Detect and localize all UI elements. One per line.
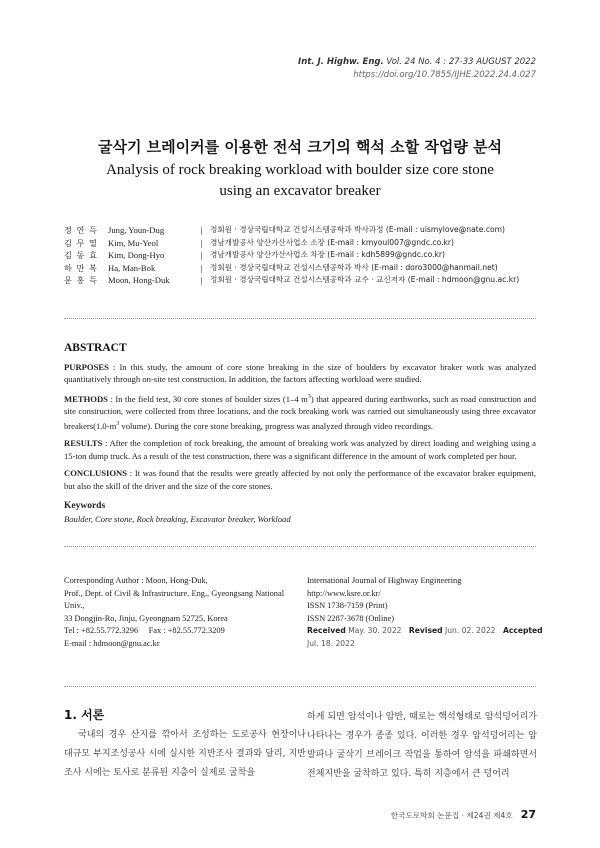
abstract-methods xyxy=(64,391,536,433)
author-separator: | xyxy=(200,250,203,261)
author-row xyxy=(64,262,519,275)
author-name-korean: 김 동 효 xyxy=(64,250,98,261)
section-1-heading: 1. 서론 xyxy=(64,708,105,722)
author-row xyxy=(64,224,519,237)
results-label: RESULTS xyxy=(64,438,103,449)
conclusions-label: CONCLUSIONS xyxy=(64,468,128,479)
methods-text-b: ) that appeared during earthworks, such as road construction and site construction, were collected from three locations, and the rock breaking work was carried out simultaneously using three excavator breakers(1.0-m xyxy=(64,393,536,431)
methods-text-c: volume). During the core stone breaking, progress was analyzed through video recordings. xyxy=(119,420,434,431)
author-separator: | xyxy=(200,275,203,286)
pub-url[interactable]: http://www.ksre.or.kr/ xyxy=(307,588,381,598)
doi-link[interactable]: https://doi.org/10.7855/IJHE.2022.24.4.027 xyxy=(353,70,536,80)
author-list xyxy=(64,224,519,287)
results-text: : After the completion of rock breaking, the amount of breaking work was analyzed by direct loading and weighing using a 15-ton dump truck. As a result of the test construction, there was a significant difference in the amount of work completed per hour. xyxy=(64,438,536,461)
abstract-heading: ABSTRACT xyxy=(64,342,127,354)
author-name-english: Kim, Dong-Hyo xyxy=(108,250,165,261)
author-name-english: Jung, Youn-Dug xyxy=(108,225,165,235)
corr-line-4: Tel : +82.55.772.3296 Fax : +82.55.772.3209 xyxy=(64,626,225,636)
corr-line-2: Prof., Dept. of Civil & Infrastructure. Eng., Gyeongsang National Univ., xyxy=(64,588,285,611)
methods-text-a: : In the field test, 30 core stones of boulder sizes (1–4 m xyxy=(107,393,308,404)
section-1-left-column: 국내의 경우 산지를 깎아서 조성하는 도로공사 현장이나 대규모 부지조성공사 시에 실시한 지반조사 결과와 달리, 지반조사 시에는 토사로 분류된 지층이 실제로 굴착을 xyxy=(64,730,306,778)
journal-header xyxy=(298,56,536,82)
page-number: 27 xyxy=(520,808,536,821)
title-korean: 굴삭기 브레이커를 이용한 전석 크기의 핵석 소할 작업량 분석 xyxy=(97,138,503,156)
author-name-korean: 문 홍 득 xyxy=(64,275,98,286)
corr-line-3: 33 Dongjin-Ro, Jinju, Gyeongnam 52725, Korea xyxy=(64,613,228,623)
abstract-conclusions xyxy=(64,467,536,492)
accepted-date: Jul. 18. 2022 xyxy=(307,638,355,648)
author-affiliation: 경남개발공사 양산가산사업소 소장 (E-mail : kmyoul007@gndc.co.kr) xyxy=(210,237,455,247)
abstract-section xyxy=(64,342,536,526)
conclusions-text: : It was found that the results were greatly affected by not only the performance of the excavator braker equipment, but also the skill of the driver and the size of the core stones. xyxy=(64,468,536,492)
received-date: May. 30. 2022 xyxy=(348,626,402,636)
author-separator: | xyxy=(200,237,203,248)
author-name-english: Kim, Mu-Yeol xyxy=(108,237,159,248)
footer-journal: 한국도로학회 논문집 · 제24권 제4호 xyxy=(390,811,513,820)
title-english xyxy=(60,160,540,202)
author-row xyxy=(64,274,519,287)
pub-issn-print: ISSN 1738-7159 (Print) xyxy=(307,601,388,611)
author-separator: | xyxy=(200,225,203,235)
author-separator: | xyxy=(200,262,203,273)
abstract-results xyxy=(64,437,536,462)
author-name-english: Ha, Man-Bok xyxy=(108,262,156,273)
author-affiliation: 정회원 · 경상국립대학교 건설시스템공학과 박사과정 (E-mail : uismylove@nate.com) xyxy=(210,225,506,234)
methods-superscript: 3 xyxy=(307,393,311,400)
purposes-text: : In this study, the amount of core stone breaking in the size of boulders by excavator braker work was analyzed quantitatively through on-site test construction. In addition, the factors affecting workload were studied. xyxy=(64,361,536,385)
divider-top xyxy=(64,318,536,319)
journal-citation: Vol. 24 No. 4 : 27-33 AUGUST 2022 xyxy=(386,57,536,67)
author-name-english: Moon, Hong-Duk xyxy=(108,275,170,286)
methods-superscript-2: 3 xyxy=(116,420,120,427)
pub-issn-online: ISSN 2287-3678 (Online) xyxy=(307,613,395,623)
section-1-right-column: 하게 되면 암석이나 암반, 때로는 핵석형태로 암석덩어리가 나타나는 경우가 종종 있다. 이러한 경우 암석덩어리는 암발파나 굴삭기 브레이크 작업을 통하여 암석을 파쇄하면서 전체지반을 굴착하고 있다. 특히 지층에서 큰 덩어리 xyxy=(307,712,537,779)
author-affiliation: 경남개발공사 양산가산사업소 차장 (E-mail : kdh5899@gndc.co.kr) xyxy=(210,250,446,260)
accepted-label: Accepted xyxy=(502,626,543,636)
keywords-text: Boulder, Core stone, Rock breaking, Excavator breaker, Workload xyxy=(64,514,291,525)
revised-label: Revised xyxy=(408,626,443,636)
pub-dates xyxy=(307,625,547,650)
methods-label: METHODS xyxy=(64,393,108,404)
keywords-heading: Keywords xyxy=(64,500,106,511)
author-name-korean: 하 만 복 xyxy=(64,262,98,273)
corr-line-5: E-mail : hdmoon@gnu.ac.kr xyxy=(64,638,160,648)
publication-info-block xyxy=(307,575,547,651)
author-affiliation: 정회원 · 경상국립대학교 건설시스템공학과 교수 · 교신저자 (E-mail : hdmoon@gnu.ac.kr) xyxy=(210,275,520,285)
author-name-korean: 김 무 열 xyxy=(64,237,98,248)
author-row xyxy=(64,237,519,250)
revised-date: Jun. 02. 2022 xyxy=(445,626,496,636)
pub-journal-name: International Journal of Highway Engineering xyxy=(307,576,462,585)
divider-bottom xyxy=(64,686,536,687)
journal-name: Int. J. Highw. Eng. xyxy=(298,57,384,67)
purposes-label: PURPOSES xyxy=(64,361,109,372)
title-english-line-1: Analysis of rock breaking workload with boulder size core stone xyxy=(106,162,494,178)
received-label: Received xyxy=(307,626,346,636)
corresponding-author-block xyxy=(64,575,304,651)
journal-citation-line xyxy=(298,56,536,69)
divider-middle xyxy=(64,546,536,547)
abstract-purposes xyxy=(64,361,536,386)
author-name-korean: 정 연 득 xyxy=(64,225,98,235)
title-english-line-2: using an excavator breaker xyxy=(219,183,381,199)
author-affiliation: 정회원 · 경상국립대학교 건설시스템공학과 박사 (E-mail : doro3000@hanmail.net) xyxy=(210,262,498,272)
author-row xyxy=(64,249,519,262)
corr-line-1: Corresponding Author : Moon, Hong-Duk, xyxy=(64,576,208,585)
page-footer xyxy=(391,808,536,821)
